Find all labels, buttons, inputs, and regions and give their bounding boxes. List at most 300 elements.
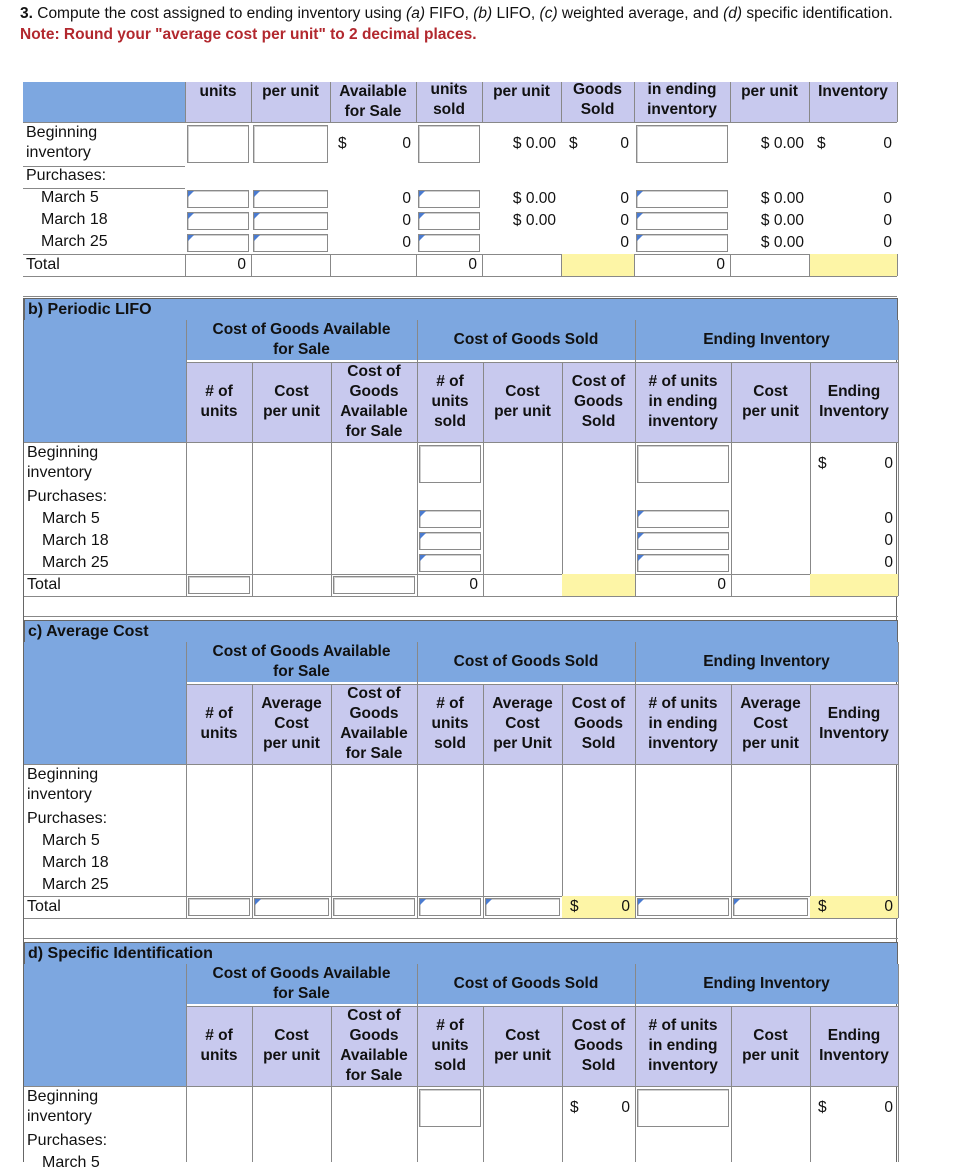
divider [331, 684, 332, 764]
divider [731, 684, 732, 764]
fifo-m5-cogs-text: 0 [620, 190, 629, 207]
lifo-section-header-blank [24, 320, 186, 442]
divider [252, 1006, 253, 1086]
divider [186, 896, 187, 918]
divider [186, 574, 187, 596]
lifo-beg-sold[interactable] [419, 445, 481, 483]
avg-section-col-header-3-line: # of [436, 695, 464, 712]
divider [730, 254, 731, 276]
fifo-m5-ei [809, 188, 897, 210]
fifo-beg-cpu[interactable] [253, 125, 328, 163]
lifo-section-group-sold: Cost of Goods Sold [417, 320, 635, 360]
divider [483, 1006, 484, 1086]
question-body [20, 4, 950, 23]
row-label-total: Total [26, 256, 60, 273]
divider [417, 320, 418, 442]
avg-total-acpu-end[interactable] [733, 898, 808, 916]
lifo-section-col-header-5 [562, 362, 635, 442]
divider [635, 320, 636, 442]
divider [898, 964, 899, 1086]
avg-total-ei-text: 0 [884, 898, 893, 915]
avg-total-ei [810, 896, 898, 918]
avg-section-col-header-6-line: inventory [648, 735, 718, 752]
lifo-total-end [635, 574, 731, 596]
fifo-m5-cpe-text: $ 0.00 [760, 190, 804, 207]
fifo-col-header-3 [416, 82, 482, 122]
lifo-section-col-header-2 [331, 362, 417, 442]
divider [417, 642, 418, 764]
lifo-section-col-header-2-line: Cost of [347, 363, 401, 380]
fifo-m18-cpu[interactable] [253, 212, 328, 230]
spec-section-col-header-8 [810, 1006, 898, 1086]
rounding-note: Note: Round your "average cost per unit" to 2 decimal places. [20, 26, 477, 43]
avg-section-col-header-1-line: Average [261, 695, 322, 712]
spec-section-col-header-1-line: Cost [274, 1027, 309, 1044]
avg-section-col-header-4-line: Cost [505, 715, 540, 732]
fifo-beg-cps [482, 124, 561, 164]
divider [810, 684, 811, 764]
lifo-section-col-header-7-line: per unit [742, 403, 799, 420]
lifo-total-sold [417, 574, 483, 596]
fifo-beg-cpe [730, 124, 809, 164]
avg-section-col-header-7 [731, 684, 810, 764]
spec-section-col-header-2-line: Cost of [347, 1007, 401, 1024]
divider [483, 896, 484, 918]
group-available-line: Cost of Goods Available [212, 321, 391, 338]
divider [809, 82, 810, 122]
spec-section-col-header-5-line: Sold [581, 1057, 616, 1074]
fifo-m5-cps [482, 188, 561, 210]
divider [251, 82, 252, 122]
divider [731, 764, 732, 896]
lifo-section-col-header-4 [483, 362, 562, 442]
lifo-section-group-available [186, 320, 417, 360]
fifo-m5-cpe [730, 188, 809, 210]
avg-section-col-header-2-line: Goods [349, 705, 399, 722]
fifo-col-header-2-line: for Sale [344, 103, 402, 120]
fifo-m25-cogs-text: 0 [620, 234, 629, 251]
spec-section-col-header-7-line: per unit [742, 1047, 799, 1064]
divider [898, 442, 899, 574]
spec-section-col-header-5 [562, 1006, 635, 1086]
row-label-text: Purchases: [27, 488, 108, 505]
divider [635, 964, 636, 1086]
spec-section-col-header-6-line: in ending [648, 1037, 718, 1054]
fifo-beg-cogas [330, 124, 416, 164]
fifo-beg-cogas-text: 0 [402, 135, 411, 152]
spec-section-group-sold: Cost of Goods Sold [417, 964, 635, 1004]
fifo-col-header-5-line: Sold [580, 101, 615, 118]
spec-section-col-header-0 [186, 1006, 252, 1086]
divider [898, 896, 899, 918]
lifo-section-col-header-5-line: Cost of [571, 373, 626, 390]
question-part-wavg: weighted average, and [557, 5, 724, 22]
divider [252, 442, 253, 574]
fifo-m18-units[interactable] [187, 212, 249, 230]
fifo-col-header-8-line: Inventory [818, 83, 888, 100]
divider [252, 896, 253, 918]
fifo-col-header-6 [634, 82, 730, 122]
fifo-m25-cpe-text: $ 0.00 [760, 234, 804, 251]
group-available-line: Cost of Goods Available [212, 643, 391, 660]
divider [416, 82, 417, 122]
lifo-section-col-header-5-line: Goods [573, 393, 624, 410]
fifo-beg-cps-text: $ 0.00 [512, 135, 556, 152]
spec-section-col-header-4 [483, 1006, 562, 1086]
fifo-total-ending [634, 254, 730, 276]
fifo-m5-end[interactable] [636, 190, 728, 208]
row-label-text: March 25 [42, 876, 109, 893]
spec-section-col-header-6-line: # of units [648, 1017, 718, 1034]
spec-section-col-header-6-line: inventory [648, 1057, 718, 1074]
divider [483, 1086, 484, 1162]
avg-section-row-label-m5 [24, 830, 186, 852]
divider [562, 1006, 563, 1086]
lifo-section-col-header-6-line: in ending [648, 393, 718, 410]
lifo-section-col-header-0-line: units [200, 403, 238, 420]
lifo-m5-end[interactable] [637, 510, 729, 528]
lifo-m5-sold[interactable] [419, 510, 481, 528]
fifo-beg-cogs [561, 124, 634, 164]
lifo-m18-sold[interactable] [419, 532, 481, 550]
divider [186, 684, 898, 685]
spec-section-col-header-2-line: Available [340, 1047, 408, 1064]
divider [483, 684, 484, 764]
lifo-beg-end[interactable] [637, 445, 729, 483]
avg-section-row-label-m18 [24, 852, 186, 874]
divider [483, 764, 484, 896]
question-part-c: (c) [539, 5, 558, 22]
row-label-text: March 18 [41, 211, 108, 228]
divider [562, 684, 563, 764]
spec-section-col-header-3-line: sold [434, 1057, 466, 1074]
fifo-beg-ei-text: 0 [883, 135, 892, 152]
spec-section-col-header-1-line: per unit [263, 1047, 320, 1064]
spec-section-col-header-4-line: Cost [505, 1027, 540, 1044]
divider [561, 254, 562, 276]
spec-beg-ei-dollar: $ [818, 1099, 827, 1116]
lifo-m25-sold[interactable] [419, 554, 481, 572]
avg-section-row-label-total: Total [27, 898, 61, 915]
row-label-text: March 5 [41, 189, 99, 206]
avg-section-col-header-6 [635, 684, 731, 764]
divider [483, 442, 484, 574]
fifo-beg-end[interactable] [636, 125, 728, 163]
avg-total-acpu-sold[interactable] [485, 898, 560, 916]
lifo-section-row-label-beg [24, 442, 186, 486]
fifo-col-header-1 [251, 82, 330, 122]
fifo-m18-ei [809, 210, 897, 232]
avg-section-col-header-3-line: sold [434, 735, 466, 752]
divider [331, 574, 332, 596]
avg-section-col-header-4 [483, 684, 562, 764]
divider [731, 1006, 732, 1086]
divider [330, 254, 331, 276]
avg-total-sold[interactable] [419, 898, 481, 916]
row-label-text: inventory [27, 464, 92, 481]
divider [330, 82, 331, 122]
divider [252, 574, 253, 596]
fifo-m25-units[interactable] [187, 234, 249, 252]
lifo-beg-ei-text: 0 [884, 455, 893, 472]
fifo-beg-units[interactable] [187, 125, 249, 163]
avg-section-col-header-0-line: units [200, 725, 238, 742]
divider [331, 1086, 332, 1162]
avg-section-col-header-1-line: per unit [263, 735, 320, 752]
row-label-text: March 5 [42, 1154, 100, 1171]
fifo-m18-cogs [561, 210, 634, 232]
divider [24, 918, 898, 919]
spec-beg-ei [810, 1088, 898, 1128]
fifo-col-header-7-line: per unit [741, 83, 798, 100]
spec-section-col-header-0-line: # of [205, 1027, 233, 1044]
divider [731, 362, 732, 442]
divider [898, 764, 899, 896]
question-part-lifo: LIFO, [492, 5, 540, 22]
spec-beg-cogs [562, 1088, 635, 1128]
avg-total-units[interactable] [188, 898, 250, 916]
lifo-section-col-header-0-line: # of [205, 383, 233, 400]
divider [898, 1086, 899, 1162]
fifo-col-header-6-line: inventory [647, 101, 717, 118]
spec-section-title: d) Specific Identification [24, 942, 898, 964]
avg-section-group-sold: Cost of Goods Sold [417, 642, 635, 682]
lifo-section-col-header-3-line: units [431, 393, 469, 410]
lifo-section-row-label-m25 [24, 552, 186, 574]
divider [810, 362, 811, 442]
fifo-total-units-text: 0 [237, 256, 246, 273]
spec-beg-end[interactable] [637, 1089, 729, 1127]
fifo-m18-cps [482, 210, 561, 232]
avg-section-title: c) Average Cost [24, 620, 898, 642]
lifo-section [23, 298, 897, 620]
avg-total-cogas[interactable] [333, 898, 415, 916]
lifo-section-col-header-1-line: per unit [263, 403, 320, 420]
avg-section-col-header-7-line: Cost [753, 715, 788, 732]
fifo-m25-cogs [561, 232, 634, 254]
lifo-section-col-header-6 [635, 362, 731, 442]
avg-section-col-header-7-line: per unit [742, 735, 799, 752]
divider [186, 764, 187, 896]
spec-section-col-header-1 [252, 1006, 331, 1086]
divider [730, 82, 731, 122]
divider [186, 320, 187, 442]
avg-section-col-header-5 [562, 684, 635, 764]
fifo-total-units [185, 254, 251, 276]
divider [562, 1086, 563, 1162]
spec-section-col-header-2 [331, 1006, 417, 1086]
lifo-total-cogs [562, 574, 635, 596]
divider [731, 896, 732, 918]
avg-section-col-header-2-line: for Sale [345, 745, 403, 762]
avg-total-end[interactable] [637, 898, 729, 916]
fifo-beg-cpe-text: $ 0.00 [760, 135, 804, 152]
fifo-m5-cpu[interactable] [253, 190, 328, 208]
fifo-total-ei [809, 254, 897, 276]
spec-section-row-label-purch [24, 1130, 186, 1152]
avg-section-col-header-3 [417, 684, 483, 764]
avg-section-row-label-m25 [24, 874, 186, 896]
spec-section [23, 942, 897, 1171]
row-label-text: inventory [27, 786, 92, 803]
row-label-beg [23, 122, 185, 166]
divider [635, 642, 636, 764]
lifo-section-row-label-purch [24, 486, 186, 508]
fifo-total-cogs [561, 254, 634, 276]
row-label-text: Beginning [27, 444, 99, 461]
divider [23, 296, 897, 297]
lifo-section-col-header-5-line: Sold [581, 413, 616, 430]
avg-section-col-header-2-line: Available [340, 725, 408, 742]
divider [186, 442, 187, 574]
row-label-text: March 25 [42, 554, 109, 571]
fifo-m18-sold[interactable] [418, 212, 480, 230]
divider [331, 764, 332, 896]
lifo-m18-end[interactable] [637, 532, 729, 550]
divider [482, 254, 483, 276]
fifo-m25-ei-text: 0 [883, 234, 892, 251]
fifo-m18-cpe-text: $ 0.00 [760, 212, 804, 229]
divider [23, 188, 185, 189]
fifo-col-header-4-line: per unit [493, 83, 550, 100]
fifo-col-header-7 [730, 82, 809, 122]
fifo-col-header-0-line: units [199, 83, 237, 100]
avg-section-col-header-8 [810, 684, 898, 764]
fifo-m25-cogas-text: 0 [402, 234, 411, 251]
fifo-beg-ei-dollar: $ [817, 135, 826, 152]
lifo-section-col-header-7 [731, 362, 810, 442]
question-part-spec: specific identification. [742, 5, 893, 22]
avg-section-group-available [186, 642, 417, 682]
lifo-total-sold-text: 0 [469, 576, 478, 593]
fifo-m25-sold[interactable] [418, 234, 480, 252]
divider [186, 1006, 898, 1007]
spec-section-col-header-3-line: # of [436, 1017, 464, 1034]
row-label-text: Purchases: [27, 810, 108, 827]
lifo-total-cogas[interactable] [333, 576, 415, 594]
divider [731, 574, 732, 596]
lifo-section-col-header-6-line: inventory [648, 413, 718, 430]
lifo-section-col-header-8-line: Ending [827, 383, 881, 400]
fifo-m25-cpu[interactable] [253, 234, 328, 252]
divider [483, 574, 484, 596]
lifo-total-units[interactable] [188, 576, 250, 594]
row-label-text: March 18 [42, 532, 109, 549]
spec-beg-sold[interactable] [419, 1089, 481, 1127]
spec-section-col-header-3 [417, 1006, 483, 1086]
fifo-col-header-4 [482, 82, 561, 122]
lifo-m18-ei-text: 0 [884, 532, 893, 549]
question-part-a: (a) [406, 5, 425, 22]
fifo-col-header-3-line: units [430, 82, 468, 98]
group-available-line: for Sale [273, 663, 330, 680]
spec-section-col-header-5-line: Cost of [571, 1017, 626, 1034]
divider [562, 442, 563, 574]
lifo-m25-end[interactable] [637, 554, 729, 572]
avg-section-header-blank [24, 642, 186, 764]
divider [24, 616, 898, 617]
avg-section-col-header-4-line: per Unit [493, 735, 552, 752]
spec-section-col-header-2-line: for Sale [345, 1067, 403, 1084]
divider [635, 896, 636, 918]
divider [417, 442, 418, 574]
divider [252, 684, 253, 764]
avg-total-acpu[interactable] [254, 898, 329, 916]
avg-section-col-header-2-line: Cost of [347, 685, 401, 702]
fifo-m25-cogas [330, 232, 416, 254]
avg-section-col-header-2 [331, 684, 417, 764]
lifo-section-row-label-total: Total [27, 576, 61, 593]
fifo-beg-sold[interactable] [418, 125, 480, 163]
divider [810, 764, 811, 896]
fifo-m18-ei-text: 0 [883, 212, 892, 229]
avg-section-col-header-4-line: Average [492, 695, 553, 712]
divider [562, 362, 563, 442]
spec-section-header-blank [24, 964, 186, 1086]
spec-section-col-header-6 [635, 1006, 731, 1086]
lifo-section-row-label-m18 [24, 530, 186, 552]
avg-section-col-header-6-line: in ending [648, 715, 718, 732]
avg-section [23, 620, 897, 942]
fifo-total-ending-text: 0 [716, 256, 725, 273]
avg-section-col-header-0 [186, 684, 252, 764]
spec-section-col-header-2-line: Goods [349, 1027, 399, 1044]
fifo-m25-ei [809, 232, 897, 254]
fifo-col-header-2 [330, 82, 416, 122]
fifo-m18-end[interactable] [636, 212, 728, 230]
avg-section-col-header-5-line: Goods [573, 715, 624, 732]
divider [417, 896, 418, 918]
divider [252, 362, 253, 442]
divider [251, 254, 252, 276]
divider [809, 254, 810, 276]
lifo-m5-ei [810, 508, 898, 530]
fifo-m18-cpe [730, 210, 809, 232]
row-label-text: March 5 [42, 832, 100, 849]
lifo-m18-ei [810, 530, 898, 552]
lifo-section-col-header-4-line: Cost [505, 383, 540, 400]
fifo-m5-sold[interactable] [418, 190, 480, 208]
fifo-m5-cps-text: $ 0.00 [512, 190, 556, 207]
row-label-text: March 25 [41, 233, 108, 250]
fifo-m5-ei-text: 0 [883, 190, 892, 207]
divider [731, 442, 732, 574]
avg-section-col-header-7-line: Average [740, 695, 801, 712]
divider [898, 574, 899, 596]
group-available-line: for Sale [273, 341, 330, 358]
avg-section-col-header-0-line: # of [205, 705, 233, 722]
divider [634, 254, 635, 276]
fifo-col-header-6-line: in ending [647, 82, 717, 98]
avg-total-cogs [562, 896, 635, 918]
lifo-total-ei [810, 574, 898, 596]
divider [417, 764, 418, 896]
question-text [20, 4, 950, 44]
lifo-section-group-ending: Ending Inventory [635, 320, 898, 360]
divider [331, 896, 332, 918]
divider [635, 1086, 636, 1162]
row-label-text: March 18 [42, 854, 109, 871]
divider [185, 82, 186, 122]
row-label-text: Beginning [27, 1088, 99, 1105]
fifo-m25-end[interactable] [636, 234, 728, 252]
question-part-b: (b) [473, 5, 493, 22]
lifo-m5-ei-text: 0 [884, 510, 893, 527]
spec-beg-ei-text: 0 [884, 1099, 893, 1116]
fifo-col-header-5-line: Goods [572, 82, 623, 98]
fifo-m5-units[interactable] [187, 190, 249, 208]
question-part-fifo: FIFO, [424, 5, 474, 22]
